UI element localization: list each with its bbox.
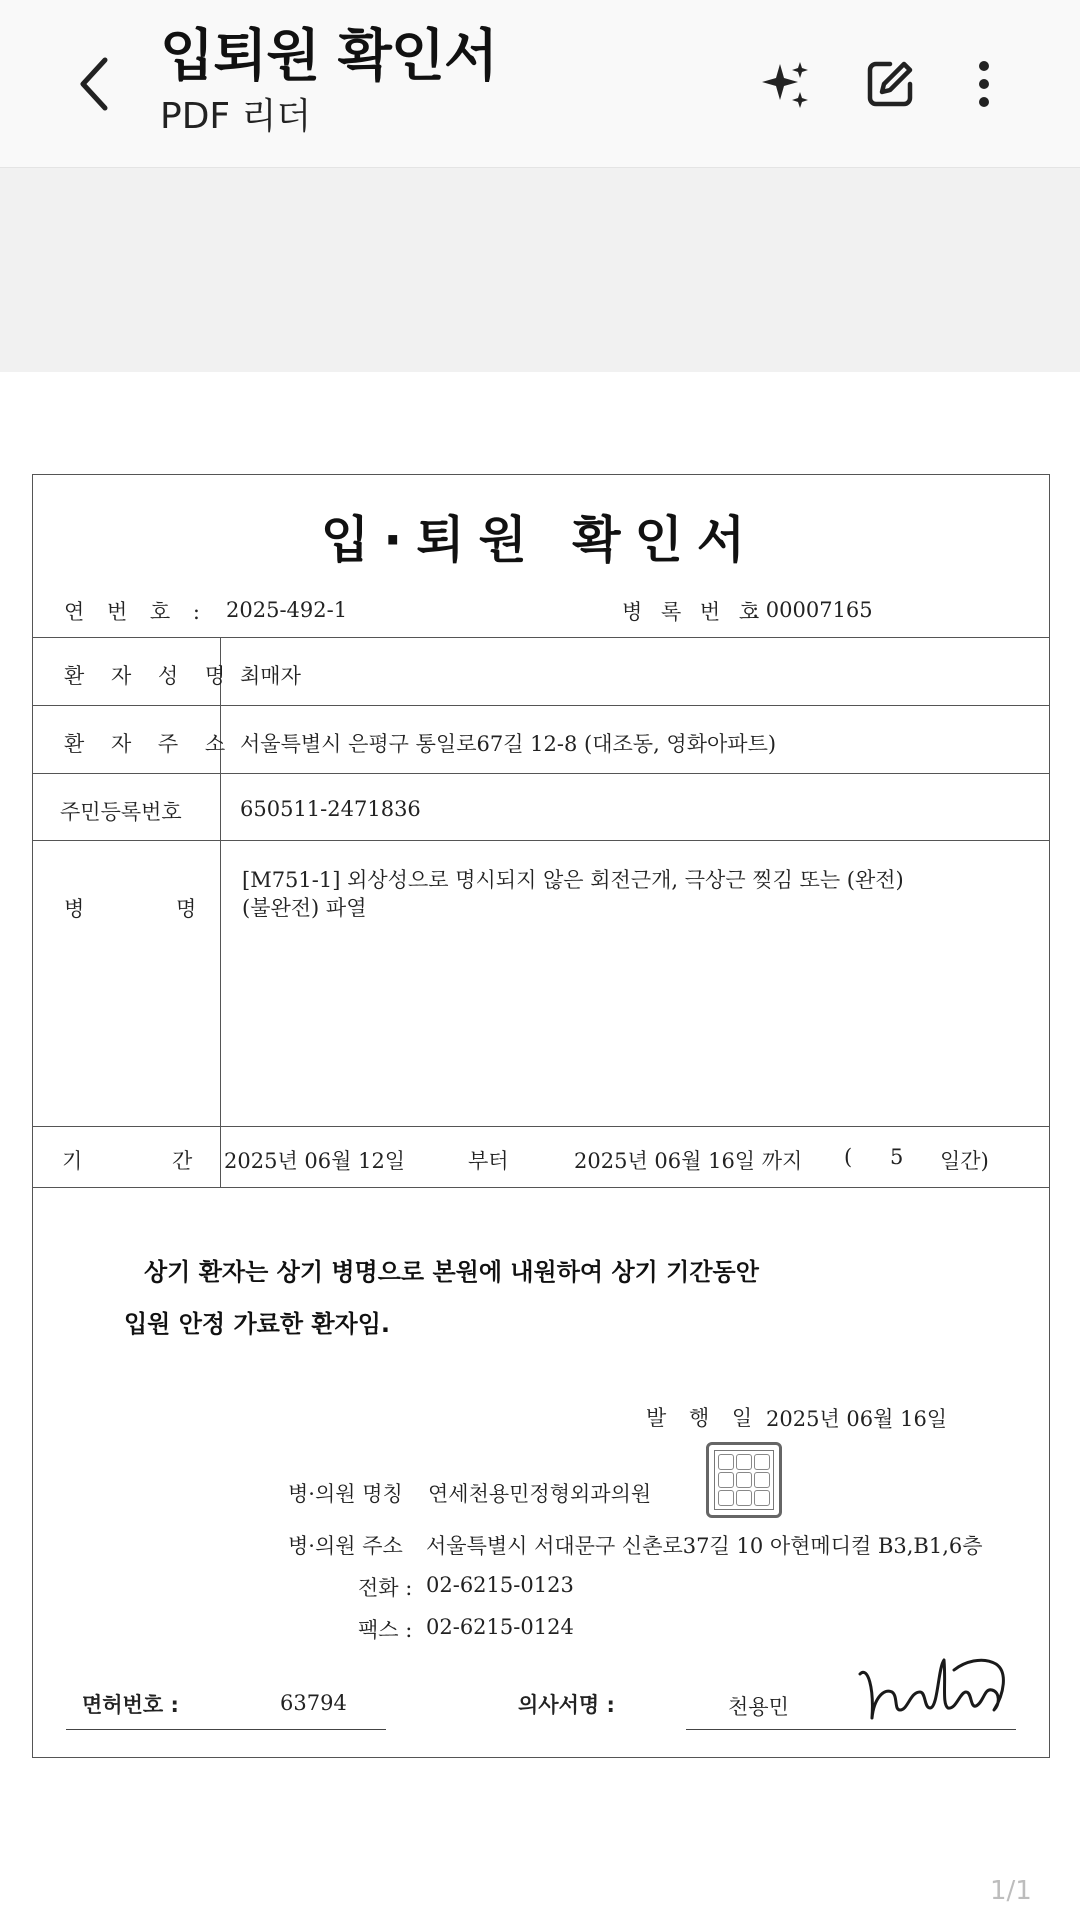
app-subtitle: PDF 리더: [160, 96, 312, 137]
issue-date-label: 발 행 일: [646, 1406, 761, 1430]
hospital-name-value: 연세천용민정형외과의원: [428, 1482, 652, 1506]
table-divider: [32, 637, 1050, 638]
period-label-right: 간: [172, 1149, 193, 1173]
period-start: 2025년 06월 12일: [224, 1149, 406, 1173]
serial-label: 연 번 호 :: [64, 600, 208, 624]
patient-address-value: 서울특별시 은평구 통일로67길 12-8 (대조동, 영화아파트): [240, 732, 777, 756]
period-days: 5: [890, 1145, 904, 1169]
license-underline: [66, 1729, 386, 1730]
table-divider: [32, 705, 1050, 706]
patient-name-label: 환 자 성 명: [64, 664, 236, 688]
record-label: 병 록 번 호: [622, 600, 766, 624]
statement-line2: 입원 안정 가료한 환자임.: [124, 1310, 391, 1338]
more-vert-icon: [974, 58, 994, 110]
period-paren-close: 일간): [940, 1149, 989, 1173]
more-options-button[interactable]: [948, 48, 1020, 120]
document-title: 입퇴원 확인서: [160, 24, 498, 89]
edit-icon: [864, 58, 916, 110]
disease-label-left: 병: [64, 897, 85, 921]
doctor-name: 천용민: [728, 1695, 789, 1719]
disease-label-right: 명: [176, 897, 197, 921]
ai-assist-button[interactable]: [750, 48, 822, 120]
hospital-address-value: 서울특별시 서대문구 신촌로37길 10 아현메디컬 B3,B1,6층: [426, 1534, 983, 1558]
hospital-name-label: 병·의원 명칭: [288, 1482, 403, 1506]
license-label: 면허번호 :: [82, 1693, 179, 1717]
title-block: [160, 22, 497, 140]
doctor-signature: [854, 1648, 1014, 1728]
table-column-divider: [220, 637, 221, 1187]
app-bar: [0, 0, 1080, 168]
back-arrow-icon: [77, 56, 111, 112]
page-indicator: 1/1: [990, 1876, 1032, 1906]
issue-date-value: 2025년 06월 16일: [766, 1407, 948, 1431]
table-divider: [32, 773, 1050, 774]
patient-name-value: 최매자: [240, 664, 301, 688]
patient-address-label: 환 자 주 소: [64, 732, 236, 756]
table-divider: [32, 1126, 1050, 1127]
table-divider: [32, 840, 1050, 841]
phone-label: 전화 :: [358, 1576, 413, 1600]
back-button[interactable]: [66, 48, 122, 120]
phone-value: 02-6215-0123: [426, 1573, 574, 1597]
edit-button[interactable]: [854, 48, 926, 120]
record-value: : 00007165: [752, 598, 873, 622]
rrn-value: 650511-2471836: [240, 797, 421, 821]
doctor-sign-underline: [686, 1729, 1016, 1730]
hospital-seal: [706, 1442, 782, 1518]
serial-value: 2025-492-1: [226, 598, 348, 622]
disease-value-line2: (불완전) 파열: [242, 896, 367, 920]
period-paren-open: (: [844, 1145, 853, 1169]
rrn-label: 주민등록번호: [60, 800, 182, 824]
table-divider: [32, 1187, 1050, 1188]
statement-line1: 상기 환자는 상기 병명으로 본원에 내원하여 상기 기간동안: [144, 1258, 759, 1286]
period-label-left: 기: [62, 1149, 83, 1173]
period-end: 2025년 06월 16일 까지: [574, 1149, 803, 1173]
viewer-background: [0, 168, 1080, 372]
disease-value-line1: [M751-1] 외상성으로 명시되지 않은 회전근개, 극상근 찢김 또는 (완전): [242, 868, 904, 892]
period-from: 부터: [468, 1149, 509, 1173]
doctor-sign-label: 의사서명 :: [518, 1693, 615, 1717]
fax-value: 02-6215-0124: [426, 1615, 574, 1639]
license-number: 63794: [280, 1691, 347, 1715]
certificate-title: 입·퇴원 확인서: [320, 511, 760, 569]
fax-label: 팩스 :: [358, 1618, 413, 1642]
ai-sparkle-icon: [760, 58, 812, 110]
hospital-address-label: 병·의원 주소: [288, 1534, 403, 1558]
